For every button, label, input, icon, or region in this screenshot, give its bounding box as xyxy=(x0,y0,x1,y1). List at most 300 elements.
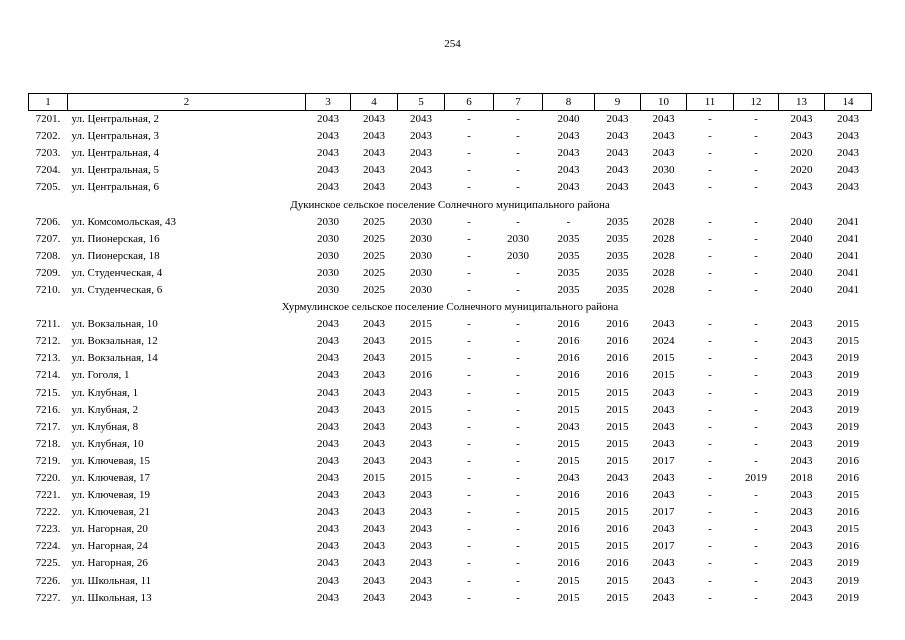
row-number: 7210. xyxy=(35,283,61,296)
address-cell: ул. Вокзальная, 14 xyxy=(71,352,158,365)
year-cell: 2043 xyxy=(790,181,813,194)
year-cell: 2030 xyxy=(410,266,432,279)
year-cell: 2043 xyxy=(652,557,675,570)
year-cell: 2015 xyxy=(606,386,629,399)
year-cell: 2016 xyxy=(606,318,629,331)
year-cell: - xyxy=(708,232,712,245)
year-cell: 2041 xyxy=(837,283,859,296)
year-cell: - xyxy=(467,591,471,604)
year-cell: - xyxy=(516,318,520,331)
year-cell: 2043 xyxy=(317,318,339,331)
year-cell: - xyxy=(708,591,712,604)
year-cell: - xyxy=(516,181,520,194)
address-cell: ул. Клубная, 8 xyxy=(71,420,139,433)
year-cell: 2043 xyxy=(410,130,432,143)
year-cell: - xyxy=(516,164,520,177)
address-cell: ул. Студенческая, 4 xyxy=(71,266,163,279)
address-cell: ул. Центральная, 5 xyxy=(71,164,159,177)
year-cell: - xyxy=(754,386,758,399)
year-cell: - xyxy=(708,215,712,228)
year-cell: 2019 xyxy=(837,437,859,450)
year-cell: 2015 xyxy=(410,403,432,416)
year-cell: - xyxy=(708,523,712,536)
year-cell: - xyxy=(754,574,758,587)
year-cell: 2043 xyxy=(652,181,675,194)
table-row xyxy=(29,367,872,384)
table-row xyxy=(29,350,872,367)
table-header-row xyxy=(29,94,872,111)
year-cell: - xyxy=(708,506,712,519)
table-row xyxy=(29,128,872,145)
year-cell: - xyxy=(467,266,471,279)
year-cell: - xyxy=(708,335,712,348)
year-cell: 2016 xyxy=(557,489,580,502)
year-cell: - xyxy=(467,164,471,177)
year-cell: - xyxy=(708,249,712,262)
year-cell: 2043 xyxy=(652,420,675,433)
table-body xyxy=(29,111,872,607)
year-cell: 2015 xyxy=(606,403,629,416)
year-cell: - xyxy=(708,540,712,553)
year-cell: - xyxy=(516,283,520,296)
year-cell: 2016 xyxy=(837,454,859,467)
row-number: 7218. xyxy=(35,437,61,450)
year-cell: 2043 xyxy=(317,472,339,485)
year-cell: 2015 xyxy=(557,386,580,399)
year-cell: 2043 xyxy=(410,454,432,467)
year-cell: - xyxy=(708,283,712,296)
year-cell: 2015 xyxy=(410,335,432,348)
year-cell: 2043 xyxy=(837,147,859,160)
address-cell: ул. Ключевая, 21 xyxy=(71,506,151,519)
year-cell: 2043 xyxy=(606,113,629,126)
table-row xyxy=(29,214,872,231)
year-cell: 2016 xyxy=(557,557,580,570)
row-number: 7221. xyxy=(35,489,61,502)
year-cell: - xyxy=(516,506,520,519)
year-cell: - xyxy=(708,403,712,416)
year-cell: - xyxy=(754,215,758,228)
year-cell: - xyxy=(467,506,471,519)
year-cell: 2043 xyxy=(410,164,432,177)
year-cell: 2043 xyxy=(652,489,675,502)
year-cell: 2035 xyxy=(557,266,580,279)
year-cell: 2015 xyxy=(557,591,580,604)
year-cell: 2028 xyxy=(652,249,675,262)
year-cell: - xyxy=(708,113,712,126)
year-cell: - xyxy=(467,472,471,485)
section-header-row xyxy=(29,299,872,316)
year-cell: - xyxy=(708,369,712,382)
year-cell: 2015 xyxy=(557,540,580,553)
year-cell: - xyxy=(754,403,758,416)
table-row xyxy=(29,555,872,572)
year-cell: - xyxy=(516,369,520,382)
year-cell: - xyxy=(754,437,758,450)
year-cell: - xyxy=(516,352,520,365)
year-cell: 2030 xyxy=(507,249,529,262)
section-title: Дукинское сельское поселение Солнечного муниципального района xyxy=(290,198,610,211)
year-cell: 2043 xyxy=(363,523,385,536)
year-cell: 2043 xyxy=(410,386,432,399)
year-cell: 2043 xyxy=(363,352,385,365)
year-cell: 2016 xyxy=(837,472,859,485)
year-cell: 2015 xyxy=(557,574,580,587)
year-cell: - xyxy=(467,386,471,399)
column-header: 9 xyxy=(595,94,641,111)
year-cell: 2030 xyxy=(317,283,339,296)
year-cell: 2043 xyxy=(410,574,432,587)
year-cell: 2030 xyxy=(317,249,339,262)
year-cell: 2043 xyxy=(652,113,675,126)
year-cell: - xyxy=(516,403,520,416)
year-cell: - xyxy=(516,386,520,399)
row-number: 7225. xyxy=(35,557,61,570)
year-cell: - xyxy=(467,147,471,160)
year-cell: 2015 xyxy=(837,523,859,536)
year-cell: 2043 xyxy=(317,130,339,143)
year-cell: 2043 xyxy=(790,352,813,365)
row-number: 7226. xyxy=(35,574,61,587)
year-cell: 2030 xyxy=(410,283,432,296)
year-cell: - xyxy=(754,113,758,126)
address-cell: ул. Нагорная, 20 xyxy=(71,523,148,536)
year-cell: 2043 xyxy=(317,181,339,194)
year-cell: - xyxy=(754,249,758,262)
year-cell: 2025 xyxy=(363,249,385,262)
year-cell: 2041 xyxy=(837,215,859,228)
year-cell: 2016 xyxy=(606,557,629,570)
year-cell: 2028 xyxy=(652,232,675,245)
address-cell: ул. Вокзальная, 10 xyxy=(71,318,158,331)
year-cell: 2043 xyxy=(363,454,385,467)
year-cell: 2043 xyxy=(410,420,432,433)
year-cell: 2035 xyxy=(606,283,629,296)
row-number: 7227. xyxy=(35,591,61,604)
year-cell: 2016 xyxy=(606,369,629,382)
address-cell: ул. Комсомольская, 43 xyxy=(71,215,177,228)
year-cell: 2015 xyxy=(557,403,580,416)
year-cell: - xyxy=(467,181,471,194)
year-cell: 2016 xyxy=(837,540,859,553)
year-cell: 2043 xyxy=(363,420,385,433)
year-cell: 2035 xyxy=(606,249,629,262)
year-cell: - xyxy=(754,369,758,382)
year-cell: 2025 xyxy=(363,266,385,279)
year-cell: - xyxy=(708,147,712,160)
year-cell: 2043 xyxy=(557,420,580,433)
address-cell: ул. Ключевая, 19 xyxy=(71,489,151,502)
address-cell: ул. Студенческая, 6 xyxy=(71,283,163,296)
year-cell: - xyxy=(708,130,712,143)
column-header: 6 xyxy=(445,94,494,111)
row-number: 7222. xyxy=(35,506,61,519)
year-cell: 2020 xyxy=(790,164,813,177)
year-cell: 2043 xyxy=(790,506,813,519)
year-cell: 2043 xyxy=(410,489,432,502)
column-header: 12 xyxy=(734,94,779,111)
year-cell: - xyxy=(708,164,712,177)
year-cell: 2030 xyxy=(317,232,339,245)
year-cell: 2043 xyxy=(363,147,385,160)
table-row xyxy=(29,573,872,590)
year-cell: 2043 xyxy=(652,574,675,587)
year-cell: 2016 xyxy=(606,523,629,536)
address-cell: ул. Нагорная, 24 xyxy=(71,540,148,553)
year-cell: 2043 xyxy=(317,335,339,348)
year-cell: 2030 xyxy=(410,232,432,245)
year-cell: 2043 xyxy=(317,403,339,416)
page-number: 254 xyxy=(444,38,461,50)
column-header: 14 xyxy=(825,94,872,111)
column-header: 7 xyxy=(494,94,543,111)
year-cell: 2043 xyxy=(363,335,385,348)
year-cell: 2015 xyxy=(363,472,385,485)
year-cell: 2043 xyxy=(837,164,859,177)
year-cell: 2043 xyxy=(652,147,675,160)
year-cell: 2030 xyxy=(410,215,432,228)
year-cell: - xyxy=(754,506,758,519)
year-cell: 2035 xyxy=(606,215,629,228)
address-cell: ул. Центральная, 6 xyxy=(71,181,159,194)
year-cell: 2015 xyxy=(606,454,629,467)
year-cell: 2035 xyxy=(557,249,580,262)
year-cell: 2019 xyxy=(837,386,859,399)
year-cell: 2043 xyxy=(790,403,813,416)
year-cell: - xyxy=(754,318,758,331)
row-number: 7217. xyxy=(35,420,61,433)
row-number: 7213. xyxy=(35,352,61,365)
year-cell: 2043 xyxy=(837,181,859,194)
year-cell: 2043 xyxy=(557,164,580,177)
year-cell: 2035 xyxy=(606,232,629,245)
year-cell: - xyxy=(467,283,471,296)
column-header: 8 xyxy=(543,94,595,111)
year-cell: 2043 xyxy=(837,113,859,126)
year-cell: 2043 xyxy=(317,113,339,126)
year-cell: 2019 xyxy=(837,420,859,433)
year-cell: - xyxy=(708,489,712,502)
table-row xyxy=(29,248,872,265)
year-cell: 2043 xyxy=(790,335,813,348)
address-cell: ул. Гоголя, 1 xyxy=(71,369,130,382)
section-title: Хурмулинское сельское поселение Солнечного муниципального района xyxy=(281,301,619,314)
year-cell: 2043 xyxy=(317,147,339,160)
year-cell: - xyxy=(467,352,471,365)
row-number: 7220. xyxy=(35,472,61,485)
address-cell: ул. Школьная, 13 xyxy=(71,591,152,604)
table-row xyxy=(29,521,872,538)
year-cell: - xyxy=(467,437,471,450)
year-cell: 2043 xyxy=(790,113,813,126)
year-cell: - xyxy=(754,489,758,502)
address-cell: ул. Клубная, 10 xyxy=(71,437,144,450)
year-cell: 2043 xyxy=(317,489,339,502)
year-cell: - xyxy=(467,215,471,228)
year-cell: 2043 xyxy=(317,369,339,382)
year-cell: 2043 xyxy=(317,506,339,519)
column-header: 13 xyxy=(779,94,825,111)
year-cell: - xyxy=(708,420,712,433)
year-cell: 2041 xyxy=(837,232,859,245)
row-number: 7224. xyxy=(35,540,61,553)
year-cell: 2015 xyxy=(606,540,629,553)
table-row xyxy=(29,282,872,299)
table-row xyxy=(29,590,872,607)
year-cell: - xyxy=(516,489,520,502)
year-cell: 2043 xyxy=(317,352,339,365)
year-cell: 2030 xyxy=(317,266,339,279)
column-header: 10 xyxy=(641,94,687,111)
year-cell: - xyxy=(467,420,471,433)
row-number: 7219. xyxy=(35,454,61,467)
row-number: 7202. xyxy=(35,130,61,143)
year-cell: - xyxy=(754,335,758,348)
year-cell: 2040 xyxy=(790,215,813,228)
year-cell: 2043 xyxy=(557,130,580,143)
year-cell: - xyxy=(754,130,758,143)
address-cell: ул. Центральная, 4 xyxy=(71,147,159,160)
year-cell: 2019 xyxy=(837,557,859,570)
column-header: 11 xyxy=(687,94,734,111)
year-cell: 2016 xyxy=(557,369,580,382)
row-number: 7207. xyxy=(35,232,61,245)
year-cell: 2043 xyxy=(410,591,432,604)
year-cell: 2019 xyxy=(837,591,859,604)
year-cell: 2016 xyxy=(606,335,629,348)
table-row xyxy=(29,179,872,196)
year-cell: 2043 xyxy=(606,130,629,143)
year-cell: 2043 xyxy=(410,540,432,553)
address-cell: ул. Ключевая, 17 xyxy=(71,472,151,485)
year-cell: 2040 xyxy=(790,249,813,262)
year-cell: 2019 xyxy=(837,403,859,416)
table-row xyxy=(29,265,872,282)
row-number: 7215. xyxy=(35,386,61,399)
year-cell: 2040 xyxy=(790,232,813,245)
year-cell: - xyxy=(467,574,471,587)
year-cell: 2025 xyxy=(363,283,385,296)
year-cell: - xyxy=(467,249,471,262)
year-cell: - xyxy=(516,335,520,348)
table-row xyxy=(29,538,872,555)
year-cell: - xyxy=(754,591,758,604)
table-row xyxy=(29,487,872,504)
year-cell: - xyxy=(708,352,712,365)
address-cell: ул. Центральная, 3 xyxy=(71,130,159,143)
row-number: 7201. xyxy=(35,113,61,126)
year-cell: - xyxy=(754,420,758,433)
row-number: 7208. xyxy=(35,249,61,262)
year-cell: - xyxy=(754,266,758,279)
year-cell: 2043 xyxy=(317,164,339,177)
year-cell: 2043 xyxy=(317,454,339,467)
year-cell: - xyxy=(516,557,520,570)
year-cell: 2043 xyxy=(317,386,339,399)
year-cell: 2019 xyxy=(837,574,859,587)
year-cell: - xyxy=(516,472,520,485)
year-cell: 2043 xyxy=(606,164,629,177)
year-cell: 2015 xyxy=(606,506,629,519)
year-cell: 2043 xyxy=(606,181,629,194)
table-row xyxy=(29,453,872,470)
year-cell: 2043 xyxy=(652,403,675,416)
year-cell: - xyxy=(708,574,712,587)
column-header: 5 xyxy=(398,94,445,111)
year-cell: 2043 xyxy=(317,420,339,433)
year-cell: 2020 xyxy=(790,147,813,160)
schedule-table xyxy=(28,93,872,607)
table-row xyxy=(29,231,872,248)
year-cell: - xyxy=(516,437,520,450)
year-cell: 2015 xyxy=(837,335,859,348)
year-cell: - xyxy=(516,420,520,433)
year-cell: 2028 xyxy=(652,215,675,228)
year-cell: - xyxy=(467,369,471,382)
year-cell: 2043 xyxy=(410,181,432,194)
year-cell: 2043 xyxy=(363,437,385,450)
year-cell: 2025 xyxy=(363,215,385,228)
table-row xyxy=(29,504,872,521)
address-cell: ул. Пионерская, 16 xyxy=(71,232,160,245)
year-cell: 2043 xyxy=(363,506,385,519)
year-cell: - xyxy=(708,437,712,450)
year-cell: - xyxy=(708,472,712,485)
row-number: 7214. xyxy=(35,369,61,382)
table-row xyxy=(29,162,872,179)
year-cell: - xyxy=(467,335,471,348)
year-cell: - xyxy=(467,318,471,331)
year-cell: - xyxy=(708,386,712,399)
year-cell: - xyxy=(516,574,520,587)
year-cell: 2016 xyxy=(557,335,580,348)
year-cell: 2043 xyxy=(652,437,675,450)
year-cell: 2040 xyxy=(790,283,813,296)
year-cell: 2043 xyxy=(652,523,675,536)
year-cell: 2043 xyxy=(410,557,432,570)
year-cell: 2015 xyxy=(410,318,432,331)
year-cell: 2035 xyxy=(606,266,629,279)
table-row xyxy=(29,145,872,162)
year-cell: 2043 xyxy=(363,386,385,399)
section-header-row xyxy=(29,196,872,213)
year-cell: 2030 xyxy=(652,164,675,177)
address-cell: ул. Клубная, 2 xyxy=(71,403,139,416)
row-number: 7206. xyxy=(35,215,61,228)
address-cell: ул. Школьная, 11 xyxy=(71,574,152,587)
year-cell: - xyxy=(516,540,520,553)
year-cell: - xyxy=(516,215,520,228)
year-cell: - xyxy=(754,232,758,245)
address-cell: ул. Клубная, 1 xyxy=(71,386,139,399)
table-row xyxy=(29,385,872,402)
row-number: 7211. xyxy=(35,318,61,331)
year-cell: 2016 xyxy=(606,489,629,502)
year-cell: 2015 xyxy=(837,318,859,331)
year-cell: - xyxy=(708,181,712,194)
year-cell: 2030 xyxy=(317,215,339,228)
row-number: 7216. xyxy=(35,403,61,416)
year-cell: - xyxy=(754,557,758,570)
year-cell: 2043 xyxy=(317,557,339,570)
year-cell: 2043 xyxy=(317,540,339,553)
year-cell: 2043 xyxy=(363,113,385,126)
year-cell: 2015 xyxy=(606,574,629,587)
year-cell: - xyxy=(754,181,758,194)
year-cell: 2043 xyxy=(790,369,813,382)
year-cell: - xyxy=(516,266,520,279)
year-cell: 2043 xyxy=(317,574,339,587)
